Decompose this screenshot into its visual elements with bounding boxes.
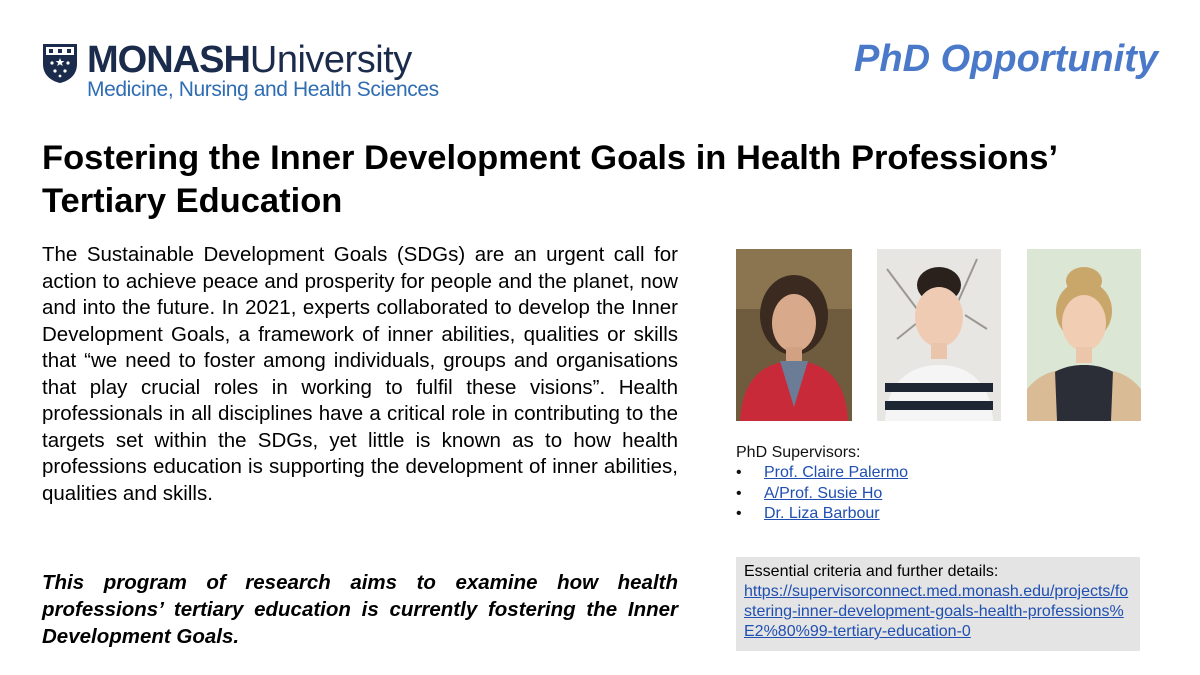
monash-logo xyxy=(40,40,460,102)
supervisors-list xyxy=(736,463,1156,525)
brand-name-bold: MONASH xyxy=(87,39,250,81)
page-title: Fostering the Inner Development Goals in Health Professions’ Tertiary Education xyxy=(42,139,1057,220)
supervisor-item xyxy=(736,463,1156,484)
monash-crest-icon xyxy=(40,42,80,84)
supervisors-heading: PhD Supervisors: xyxy=(736,444,861,461)
supervisors-section xyxy=(736,443,1156,525)
description-paragraph: The Sustainable Development Goals (SDGs) are an urgent call for action to achieve peace and prosperity for people and the planet, now and into the future. In 2021, experts collaborated to develop the Inner Development Goals, a framework of inner abilities, qualities or skills that “we need to foster among individuals, groups and organisations that play crucial roles in working to fulfil these visions”. Health professionals in all disciplines have a critical role in contributing to the targets set within the SDGs, yet little is known as to how health professions education is supporting the development of inner abilities, qualities and skills. xyxy=(42,243,678,505)
faculty-name: Medicine, Nursing and Health Sciences xyxy=(87,78,439,101)
supervisor-photo-1 xyxy=(736,249,852,421)
criteria-link[interactable]: https://supervisorconnect.med.monash.edu/projects/fostering-inner-development-goals-health-professions%E2%80%99-tertiary-education-0 xyxy=(744,583,1129,640)
criteria-label: Essential criteria and further details: xyxy=(744,563,999,580)
supervisor-item xyxy=(736,504,1156,525)
brand-name xyxy=(87,40,412,80)
phd-opportunity-heading: PhD Opportunity xyxy=(854,38,1158,80)
supervisor-link-ho[interactable]: A/Prof. Susie Ho xyxy=(764,484,883,502)
research-aim: This program of research aims to examine how health professions’ tertiary education is currently fostering the Inner Development Goals. xyxy=(42,571,678,648)
criteria-box xyxy=(736,557,1140,651)
supervisor-photo-3 xyxy=(1027,249,1141,421)
supervisor-photo-2 xyxy=(877,249,1001,421)
supervisor-item xyxy=(736,484,1156,505)
brand-name-regular: University xyxy=(249,39,412,81)
supervisor-link-palermo[interactable]: Prof. Claire Palermo xyxy=(764,464,909,481)
supervisor-link-barbour[interactable]: Dr. Liza Barbour xyxy=(764,505,880,522)
